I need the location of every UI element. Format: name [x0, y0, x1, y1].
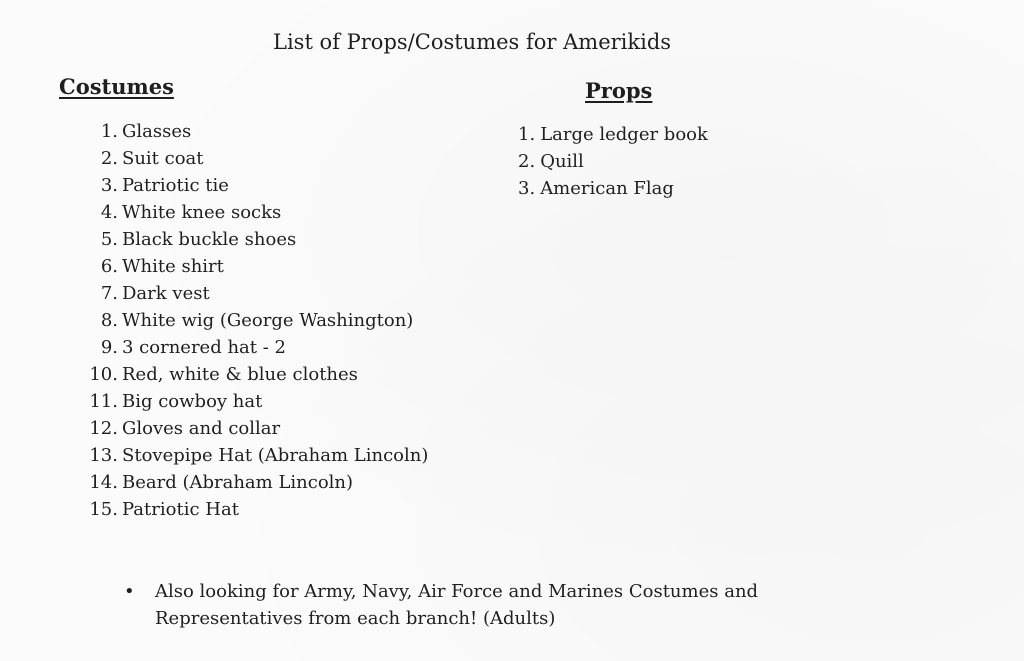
list-item [70, 118, 428, 145]
item-text: Big cowboy hat [122, 391, 263, 412]
item-number: 3. [100, 175, 118, 196]
item-text: Patriotic Hat [122, 499, 239, 520]
item-text: Stovepipe Hat (Abraham Lincoln) [122, 445, 429, 466]
item-number: 14. [89, 472, 118, 493]
list-item [518, 148, 708, 175]
item-text: 3 cornered hat - 2 [122, 337, 286, 358]
list-item [518, 121, 708, 148]
item-number: 2. [518, 151, 536, 172]
item-text: Dark vest [122, 283, 210, 304]
item-number: 8. [100, 310, 118, 331]
item-number: 11. [89, 391, 118, 412]
bullet-icon: • [124, 581, 135, 602]
item-number: 13. [89, 445, 118, 466]
item-number: 15. [89, 499, 118, 520]
list-item [518, 175, 708, 202]
item-text: Patriotic tie [122, 175, 229, 196]
list-item [70, 253, 428, 280]
item-text: Red, white & blue clothes [122, 364, 358, 385]
item-number: 4. [100, 202, 118, 223]
item-text: White wig (George Washington) [122, 310, 414, 331]
item-text: Glasses [122, 121, 192, 142]
list-item [70, 307, 428, 334]
item-number: 3. [518, 178, 536, 199]
item-number: 5. [100, 229, 118, 250]
list-item [70, 469, 428, 496]
note-text [155, 578, 855, 632]
item-number: 1. [100, 121, 118, 142]
list-item [70, 415, 428, 442]
costumes-heading: Costumes [59, 74, 174, 99]
item-text: American Flag [540, 178, 674, 199]
list-item [70, 442, 428, 469]
item-text: Large ledger book [540, 124, 708, 145]
list-item [70, 172, 428, 199]
list-item [70, 496, 428, 523]
item-number: 1. [518, 124, 536, 145]
item-number: 12. [89, 418, 118, 439]
item-text: Gloves and collar [122, 418, 281, 439]
item-text: White shirt [122, 256, 224, 277]
item-number: 9. [100, 337, 118, 358]
note-line-2: Representatives from each branch! (Adults) [155, 608, 556, 629]
list-item [70, 280, 428, 307]
list-item [70, 145, 428, 172]
item-text: Suit coat [122, 148, 204, 169]
list-item [70, 361, 428, 388]
item-number: 10. [89, 364, 118, 385]
item-number: 6. [100, 256, 118, 277]
props-list [518, 121, 708, 202]
item-number: 2. [100, 148, 118, 169]
item-text: Black buckle shoes [122, 229, 297, 250]
list-item [70, 199, 428, 226]
list-item [70, 388, 428, 415]
costumes-list [70, 118, 428, 523]
item-text: Beard (Abraham Lincoln) [122, 472, 354, 493]
list-item [70, 226, 428, 253]
props-heading: Props [585, 78, 653, 103]
list-item [70, 334, 428, 361]
item-number: 7. [100, 283, 118, 304]
page-title: List of Props/Costumes for Amerikids [273, 30, 672, 54]
item-text: Quill [540, 151, 584, 172]
note-line-1: Also looking for Army, Navy, Air Force and Marines Costumes and [155, 581, 759, 602]
item-text: White knee socks [122, 202, 282, 223]
